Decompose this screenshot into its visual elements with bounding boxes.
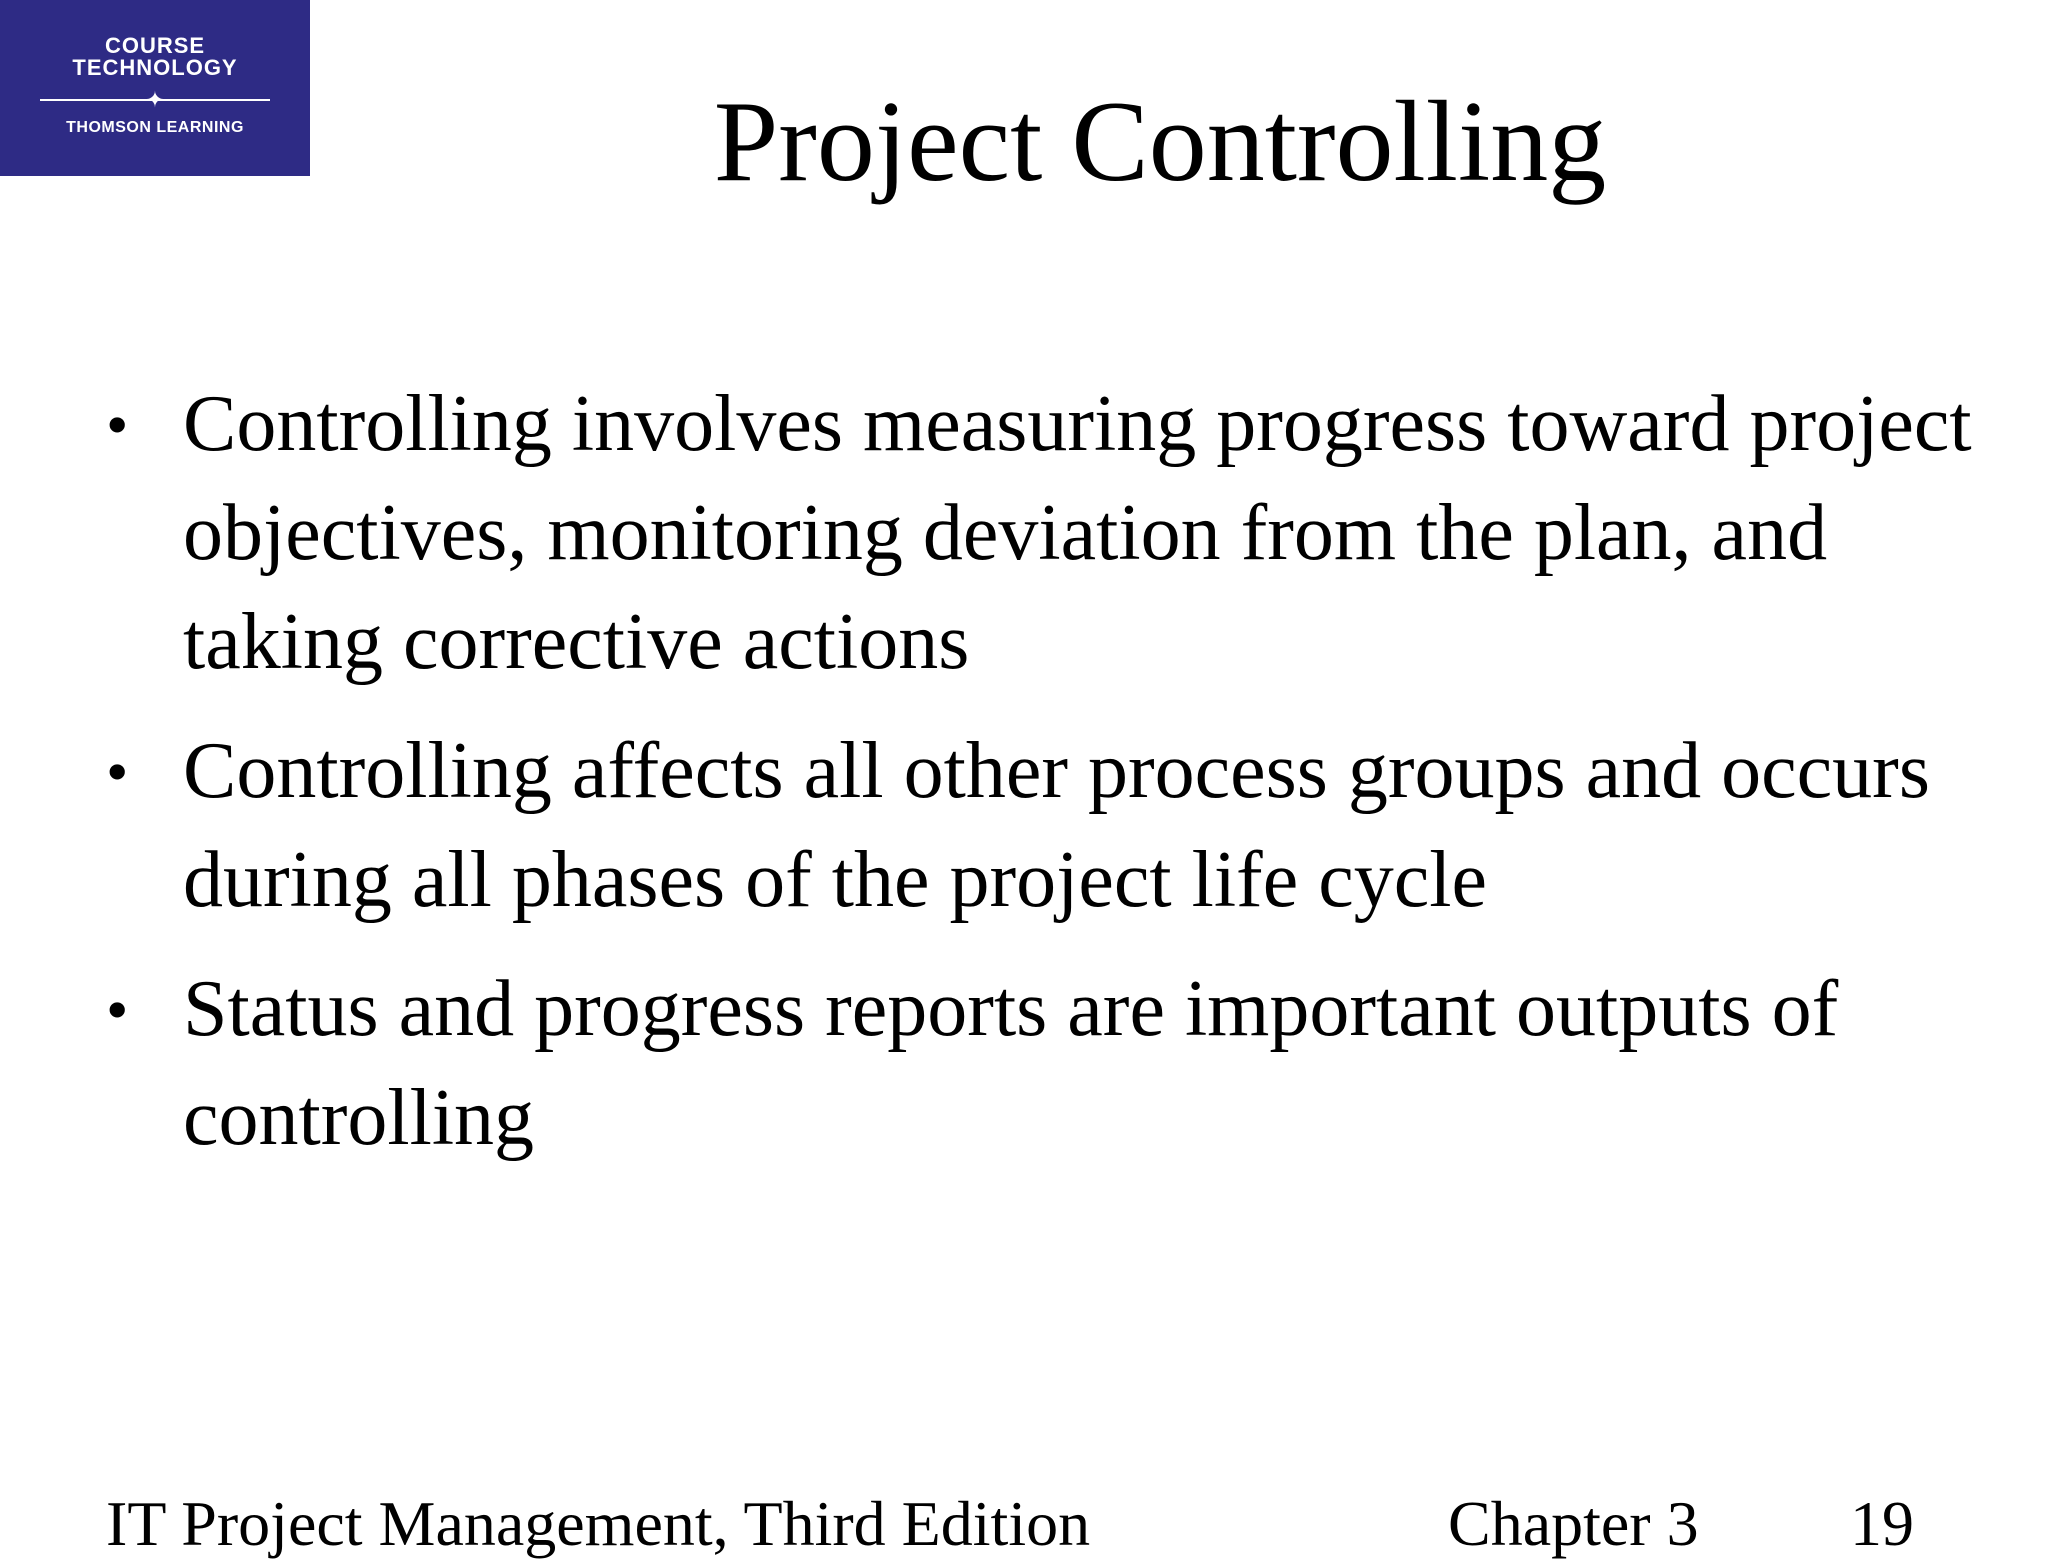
bullet-item bbox=[106, 955, 2006, 1173]
bullet-item bbox=[106, 717, 2006, 935]
footer-book-title: IT Project Management, Third Edition bbox=[106, 1488, 1091, 1559]
bullet-icon: • bbox=[106, 974, 129, 1045]
bullet-text: Controlling affects all other process groups and occurs during all phases of the project life cycle bbox=[183, 727, 1930, 924]
footer-page-number: 19 bbox=[1850, 1488, 1914, 1559]
logo-star-icon: ✦ bbox=[145, 87, 165, 112]
bullet-item bbox=[106, 370, 2006, 697]
logo-text-thomson-learning: THOMSON LEARNING bbox=[66, 119, 244, 136]
bullet-icon: • bbox=[106, 736, 129, 807]
bullet-icon: • bbox=[106, 389, 129, 460]
footer-chapter: Chapter 3 bbox=[1448, 1488, 1699, 1559]
logo-text-technology: TECHNOLOGY bbox=[72, 55, 238, 80]
course-technology-logo bbox=[0, 0, 310, 176]
logo-text-course: COURSE bbox=[104, 33, 206, 58]
slide-title: Project Controlling bbox=[713, 78, 1607, 206]
bullet-text: Controlling involves measuring progress toward project objectives, monitoring deviation from the plan, and taking corrective actions bbox=[183, 380, 1972, 686]
bullet-list bbox=[106, 370, 2006, 1193]
bullet-text: Status and progress reports are important outputs of controlling bbox=[183, 965, 1839, 1162]
